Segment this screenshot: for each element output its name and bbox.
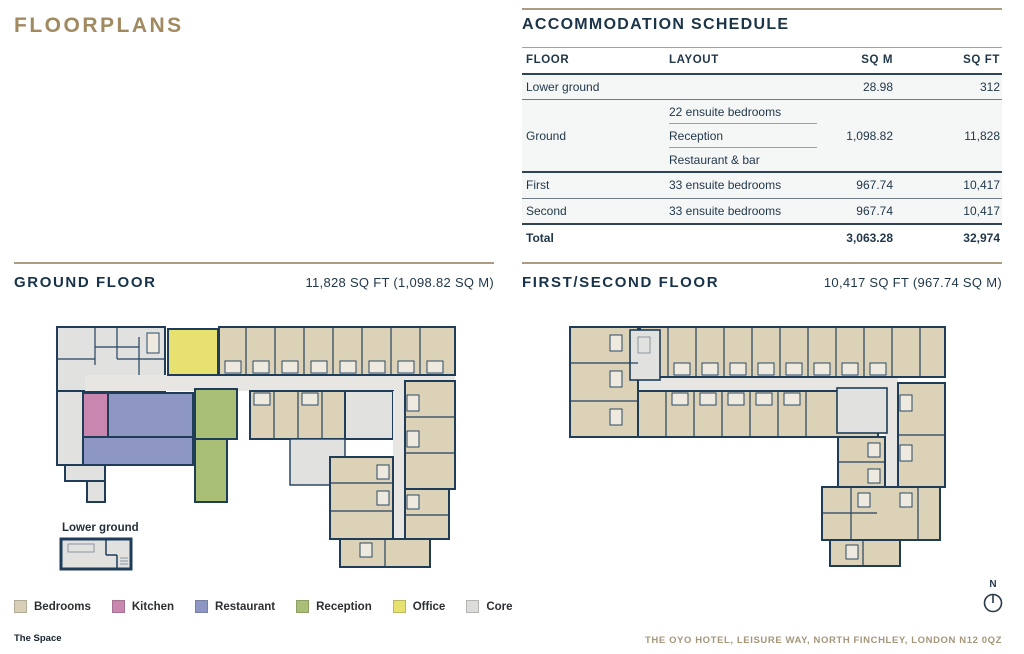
sqm-cell: 28.98 <box>862 79 893 94</box>
bedrooms-swatch <box>14 600 27 613</box>
kitchen-swatch <box>112 600 125 613</box>
table-header-row <box>522 48 1002 74</box>
brand-footer: The Space <box>14 633 62 644</box>
legend-item-reception: Reception <box>296 600 372 613</box>
sqft-cell: 312 <box>979 79 1000 94</box>
table-row <box>522 74 1002 100</box>
sqft-cell: 10,417 <box>963 203 1000 218</box>
accommodation-schedule-table <box>522 47 1002 251</box>
restaurant-swatch <box>195 600 208 613</box>
layout-cell: 33 ensuite bedrooms <box>669 203 782 218</box>
layout-line: Restaurant & bar <box>669 152 760 167</box>
sqft-cell: 11,828 <box>964 128 1000 143</box>
ground-floor-area: 11,828 SQ FT (1,098.82 SQ M) <box>305 275 494 290</box>
plan-legend <box>14 600 534 613</box>
schedule-title: ACCOMMODATION SCHEDULE <box>522 16 790 33</box>
floor-cell: Ground <box>526 128 567 143</box>
sqm-cell: 1,098.82 <box>846 128 893 143</box>
compass-icon <box>982 590 1004 614</box>
first-second-section-rule <box>522 262 1002 264</box>
total-sqft: 32,974 <box>963 231 1000 245</box>
total-label: Total <box>526 231 554 245</box>
reception-swatch <box>296 600 309 613</box>
layout-line: 22 ensuite bedrooms <box>669 104 782 119</box>
table-row <box>522 198 1002 224</box>
lower-ground-label: Lower ground <box>62 522 139 534</box>
table-total-row <box>522 224 1002 251</box>
sqm-cell: 967.74 <box>856 178 893 193</box>
ground-floor-title: GROUND FLOOR <box>14 274 157 291</box>
legend-item-restaurant: Restaurant <box>195 600 275 613</box>
legend-item-office: Office <box>393 600 446 613</box>
sqft-cell: 10,417 <box>963 178 1000 193</box>
table-row <box>522 172 1002 198</box>
first-second-floor-title: FIRST/SECOND FLOOR <box>522 274 720 291</box>
legend-item-bedrooms: Bedrooms <box>14 600 91 613</box>
floor-cell: Lower ground <box>526 79 600 94</box>
sqm-cell: 967.74 <box>856 203 893 218</box>
lower-ground-plan <box>59 537 133 571</box>
ground-floor-header <box>14 274 494 291</box>
first-second-floor-header <box>522 274 1002 291</box>
first-second-floor-plan <box>568 325 948 570</box>
layout-line: Reception <box>669 128 724 143</box>
schedule-top-rule <box>522 8 1002 10</box>
col-header-sqft: SQ FT <box>963 54 1000 67</box>
floor-cell: First <box>526 178 550 193</box>
col-header-sqm: SQ M <box>861 54 893 67</box>
layout-cell <box>665 74 815 100</box>
legend-item-core: Core <box>466 600 512 613</box>
layout-cell <box>665 100 815 173</box>
legend-item-kitchen: Kitchen <box>112 600 174 613</box>
office-swatch <box>393 600 406 613</box>
page-title: FLOORPLANS <box>14 14 184 37</box>
first-second-floor-area: 10,417 SQ FT (967.74 SQ M) <box>823 275 1002 290</box>
property-address: THE OYO HOTEL, LEISURE WAY, NORTH FINCHLEY, LONDON N12 0QZ <box>645 635 1002 646</box>
floor-cell: Second <box>526 203 567 218</box>
ground-floor-plan <box>55 325 457 573</box>
ground-section-rule <box>14 262 494 264</box>
total-sqm: 3,063.28 <box>846 231 893 245</box>
north-compass <box>981 579 1005 617</box>
col-header-floor: FLOOR <box>526 54 570 67</box>
col-header-layout: LAYOUT <box>669 54 719 67</box>
compass-n-label: N <box>989 579 997 590</box>
table-row <box>522 100 1002 173</box>
core-swatch <box>466 600 479 613</box>
layout-cell: 33 ensuite bedrooms <box>669 178 782 193</box>
